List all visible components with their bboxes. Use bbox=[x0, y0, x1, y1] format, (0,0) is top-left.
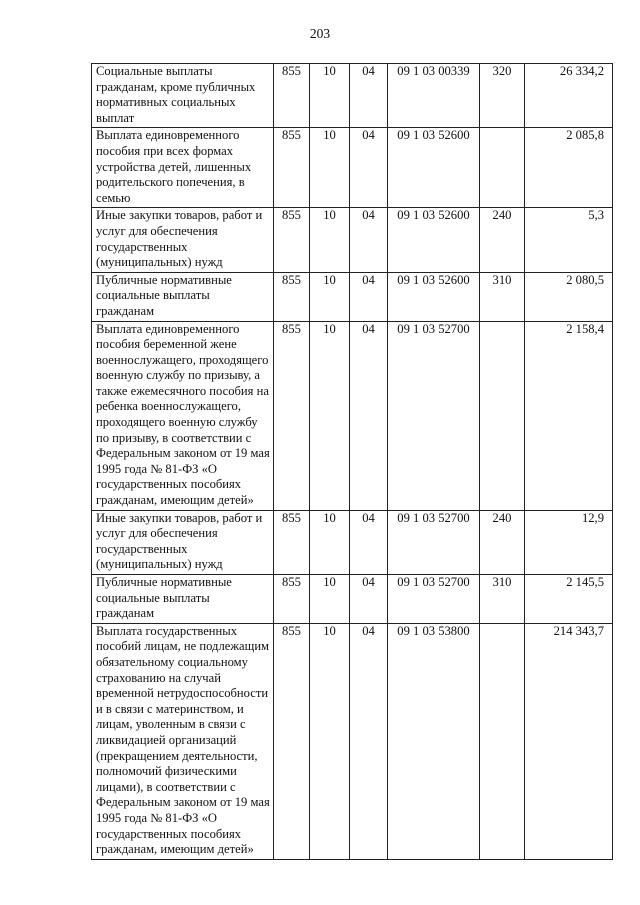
ministry-code: 855 bbox=[274, 623, 310, 859]
row-name: Выплата государственных пособий лицам, не подлежащим обязательному социальному страхованию на случай временной нетрудоспособности и в связи с материнством, и лицам, уволенным в связи с ликвидацией организаций (прекращением деятельности, полномочий физическими лицами), в соответствии с Федеральным законом от 19 мая 1995 года № 81-ФЗ «О государственных пособиях гражданам, имеющим детей» bbox=[92, 623, 274, 859]
row-name: Иные закупки товаров, работ и услуг для обеспечения государственных (муниципальных) нужд bbox=[92, 510, 274, 574]
row-name: Публичные нормативные социальные выплаты гражданам bbox=[92, 272, 274, 321]
expense-type-code: 240 bbox=[480, 510, 525, 574]
row-name: Иные закупки товаров, работ и услуг для обеспечения государственных (муниципальных) нужд bbox=[92, 208, 274, 272]
amount: 214 343,7 bbox=[525, 623, 613, 859]
table-row bbox=[92, 623, 613, 859]
expense-type-code: 310 bbox=[480, 272, 525, 321]
section-code: 10 bbox=[310, 64, 350, 128]
ministry-code: 855 bbox=[274, 272, 310, 321]
ministry-code: 855 bbox=[274, 321, 310, 510]
target-code: 09 1 03 53800 bbox=[388, 623, 480, 859]
subsection-code: 04 bbox=[350, 272, 388, 321]
target-code: 09 1 03 52600 bbox=[388, 272, 480, 321]
target-code: 09 1 03 00339 bbox=[388, 64, 480, 128]
table-row bbox=[92, 128, 613, 208]
table-row bbox=[92, 575, 613, 624]
subsection-code: 04 bbox=[350, 510, 388, 574]
section-code: 10 bbox=[310, 623, 350, 859]
amount: 26 334,2 bbox=[525, 64, 613, 128]
ministry-code: 855 bbox=[274, 128, 310, 208]
ministry-code: 855 bbox=[274, 208, 310, 272]
table-row bbox=[92, 321, 613, 510]
page-number: 203 bbox=[309, 26, 331, 41]
table-row bbox=[92, 64, 613, 128]
amount: 2 080,5 bbox=[525, 272, 613, 321]
section-code: 10 bbox=[310, 128, 350, 208]
section-code: 10 bbox=[310, 208, 350, 272]
target-code: 09 1 03 52600 bbox=[388, 128, 480, 208]
expense-type-code: 240 bbox=[480, 208, 525, 272]
expense-type-code bbox=[480, 623, 525, 859]
target-code: 09 1 03 52600 bbox=[388, 208, 480, 272]
subsection-code: 04 bbox=[350, 64, 388, 128]
table-row bbox=[92, 272, 613, 321]
target-code: 09 1 03 52700 bbox=[388, 575, 480, 624]
table-row bbox=[92, 208, 613, 272]
expense-type-code: 320 bbox=[480, 64, 525, 128]
ministry-code: 855 bbox=[274, 64, 310, 128]
section-code: 10 bbox=[310, 272, 350, 321]
amount: 2 158,4 bbox=[525, 321, 613, 510]
row-name: Выплата единовременного пособия при всех формах устройства детей, лишенных родительского попечения, в семью bbox=[92, 128, 274, 208]
section-code: 10 bbox=[310, 575, 350, 624]
subsection-code: 04 bbox=[350, 321, 388, 510]
budget-table bbox=[91, 63, 613, 860]
row-name: Социальные выплаты гражданам, кроме публичных нормативных социальных выплат bbox=[92, 64, 274, 128]
subsection-code: 04 bbox=[350, 128, 388, 208]
amount: 2 145,5 bbox=[525, 575, 613, 624]
section-code: 10 bbox=[310, 321, 350, 510]
expense-type-code: 310 bbox=[480, 575, 525, 624]
target-code: 09 1 03 52700 bbox=[388, 510, 480, 574]
section-code: 10 bbox=[310, 510, 350, 574]
amount: 5,3 bbox=[525, 208, 613, 272]
subsection-code: 04 bbox=[350, 575, 388, 624]
amount: 2 085,8 bbox=[525, 128, 613, 208]
ministry-code: 855 bbox=[274, 575, 310, 624]
subsection-code: 04 bbox=[350, 208, 388, 272]
expense-type-code bbox=[480, 128, 525, 208]
table-row bbox=[92, 510, 613, 574]
ministry-code: 855 bbox=[274, 510, 310, 574]
target-code: 09 1 03 52700 bbox=[388, 321, 480, 510]
amount: 12,9 bbox=[525, 510, 613, 574]
row-name: Публичные нормативные социальные выплаты гражданам bbox=[92, 575, 274, 624]
expense-type-code bbox=[480, 321, 525, 510]
subsection-code: 04 bbox=[350, 623, 388, 859]
row-name: Выплата единовременного пособия беременной жене военнослужащего, проходящего военную службу по призыву, а также ежемесячного пособия на ребенка военнослужащего, проходящего военную службу по призыву, в соответствии с Федеральным законом от 19 мая 1995 года № 81-ФЗ «О государственных пособиях гражданам, имеющим детей» bbox=[92, 321, 274, 510]
